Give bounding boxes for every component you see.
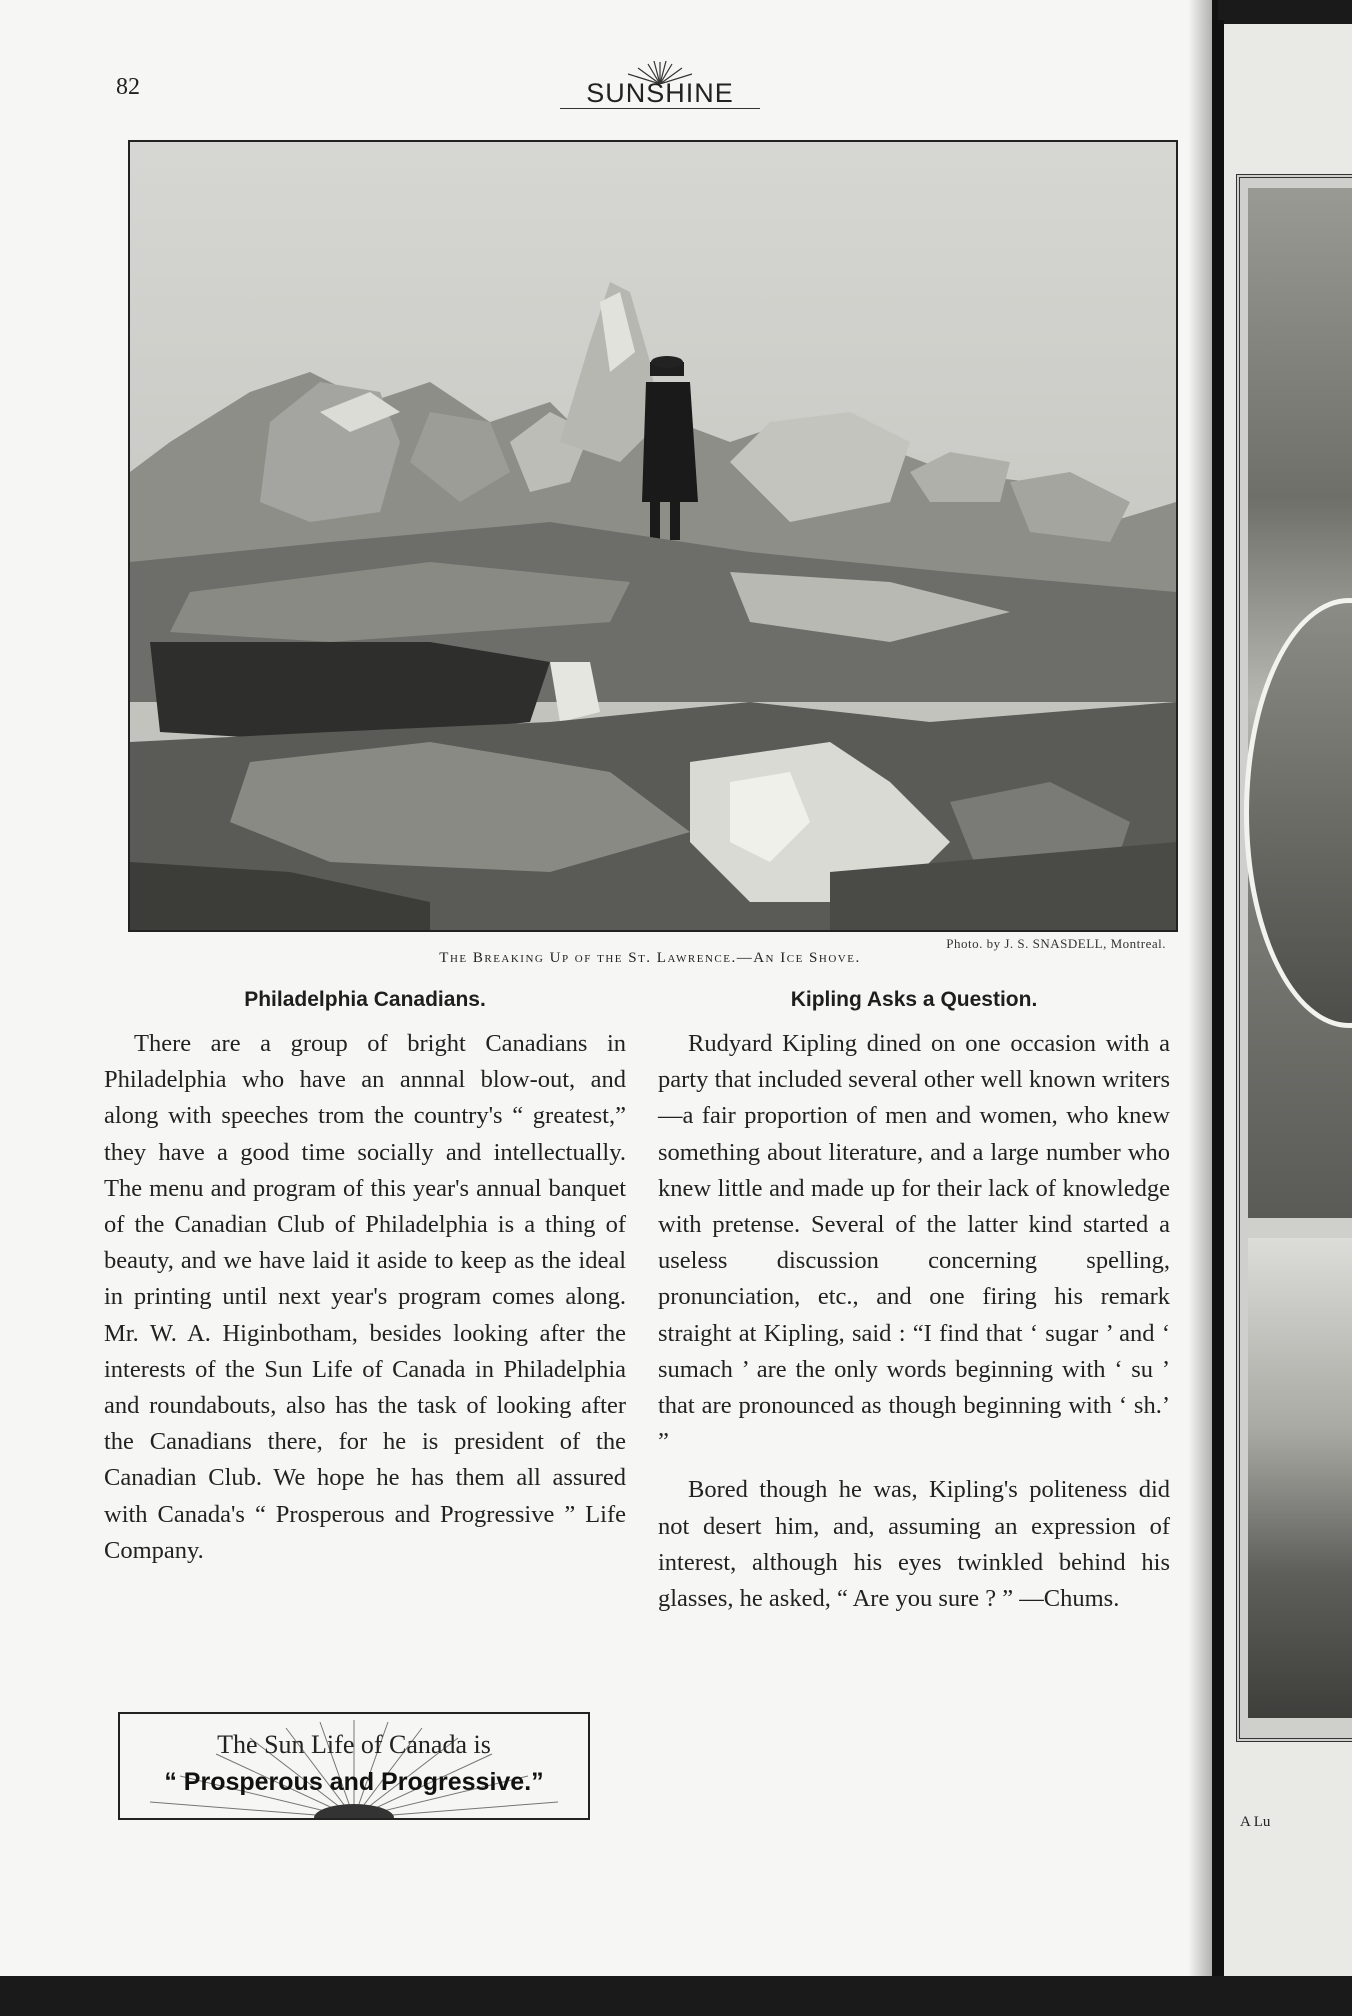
adjacent-caption: A Lu	[1240, 1814, 1271, 1830]
article-philadelphia-canadians	[104, 988, 626, 1569]
sun-life-advertisement	[118, 1712, 590, 1820]
adjacent-photo-frame	[1236, 174, 1352, 1742]
advertisement-line-2: “ Prosperous and Progressive.”	[164, 1768, 544, 1796]
book-gutter	[1212, 20, 1224, 1976]
adjacent-page	[1224, 24, 1352, 1976]
article-kipling-asks-a-question	[658, 988, 1170, 1617]
ice-shove-photo	[128, 140, 1178, 932]
article-heading: Philadelphia Canadians.	[244, 988, 486, 1011]
page-number: 82	[116, 74, 140, 100]
ice-shove-illustration	[130, 142, 1176, 930]
advertisement-line-1: The Sun Life of Canada is	[217, 1730, 491, 1759]
article-paragraph: Rudyard Kipling dined on one occasion with a party that included several other well known writers—a fair proportion of men and women, who knew something about literature, and a large number who knew little and made up for their lack of knowledge with pretense. Several of the latter kind started a useless discussion concerning spelling, pronunciation, etc., and one firing his remark straight at Kipling, said : “I find that ‘ sugar ’ and ‘ sumach ’ are the only words beginning with ‘ su ’ that are pronounced as though beginning with ‘ sh.’ ”	[658, 1030, 1170, 1456]
article-paragraph: Bored though he was, Kipling's politeness did not desert him, and, assuming an expression of interest, although his eyes twinkled behind his glasses, he asked, “ Are you sure ? ” —Chums.	[658, 1476, 1170, 1613]
photo-credit: Photo. by J. S. SNASDELL, Montreal.	[946, 936, 1166, 951]
masthead-title: SUNSHINE	[560, 78, 760, 109]
article-heading: Kipling Asks a Question.	[790, 988, 1038, 1011]
adjacent-photo-bottom	[1248, 1238, 1352, 1718]
masthead	[560, 58, 760, 118]
article-paragraph: There are a group of bright Canadians in Philadelphia who have an annnal blow-out, and along with speeches trom the country's “ greatest,” they have a good time socially and intellectually. The menu and program of this year's annual banquet of the Canadian Club of Philadelphia is a thing of beauty, and we have laid it aside to keep as the ideal in printing until next year's program comes along. Mr. W. A. Higinbotham, besides looking after the interests of the Sun Life of Canada in Philadelphia and roundabouts, also has the task of looking after the Canadians there, for he is president of the Canadian Club. We hope he has them all assured with Canada's “ Prosperous and Progressive ” Life Company.	[104, 1030, 626, 1564]
photo-caption: The Breaking Up of the St. Lawrence.—An Ice Shove.	[439, 950, 861, 966]
